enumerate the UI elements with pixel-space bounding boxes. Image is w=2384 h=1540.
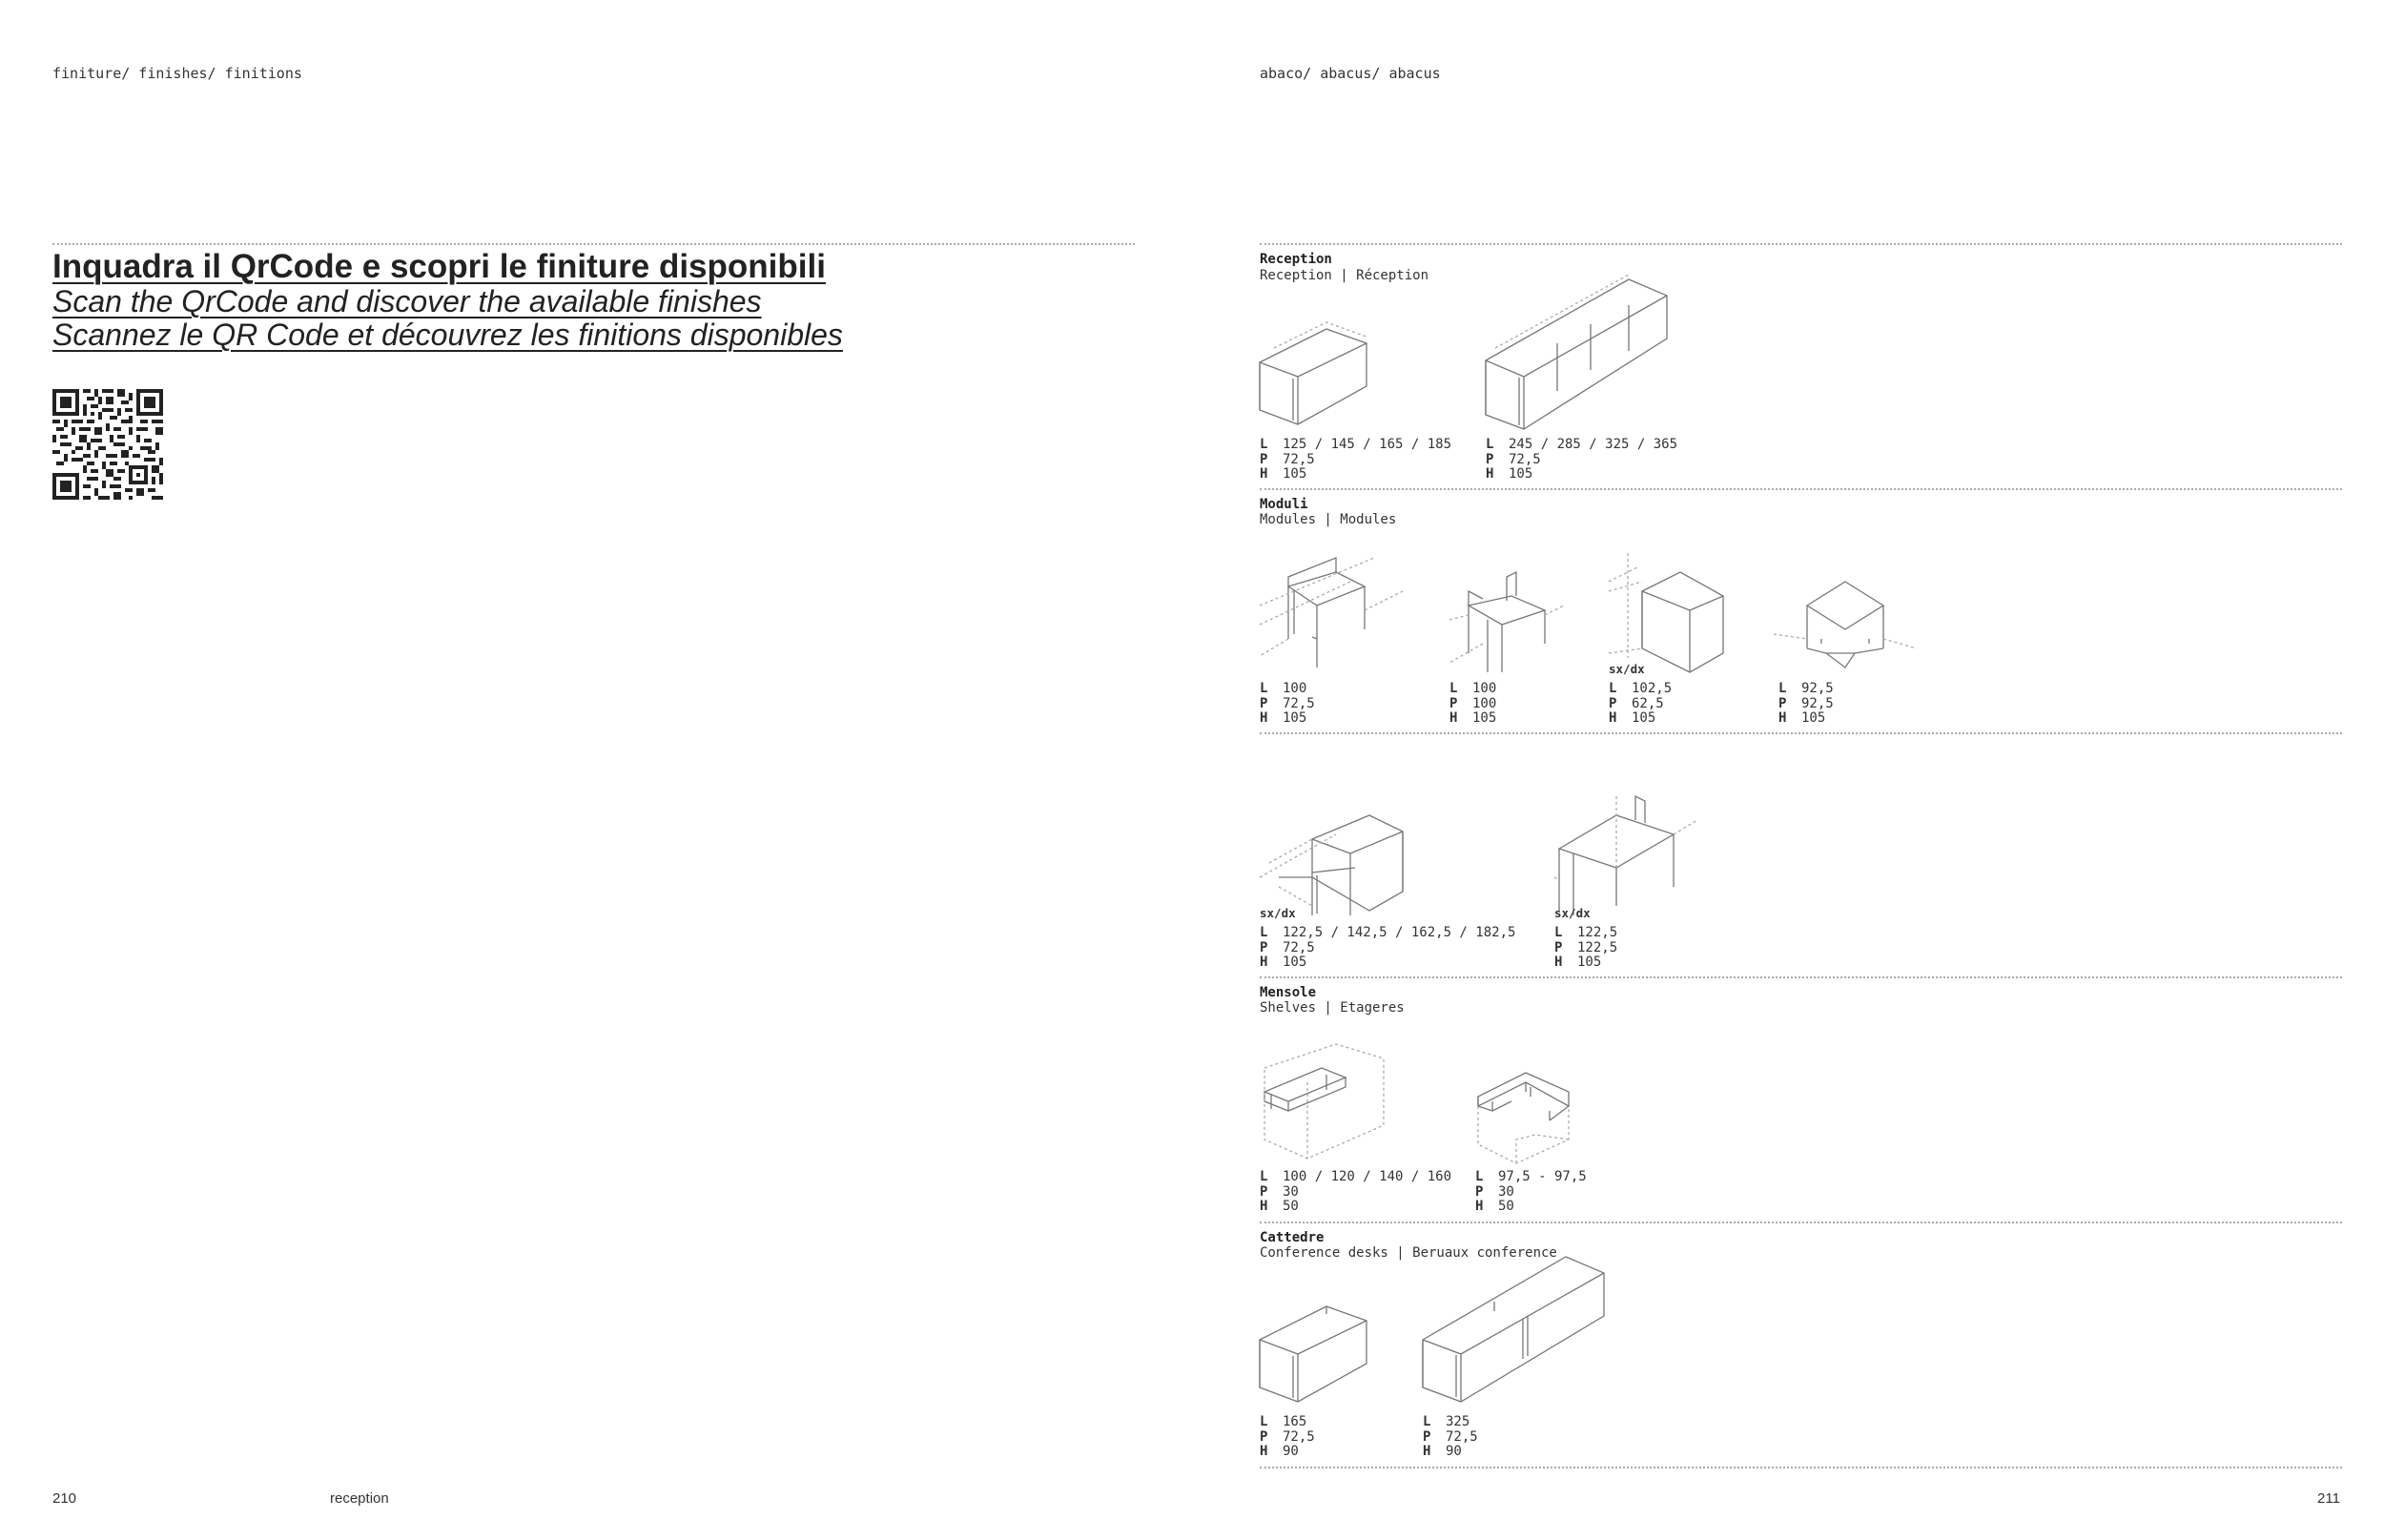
dim-height: 105: [1577, 955, 1602, 970]
dim-label: L: [1423, 1414, 1431, 1429]
running-header-left: finiture/ finishes/ finitions: [52, 65, 302, 82]
dim-label: L: [1260, 437, 1268, 452]
variant-tag: sx/dx: [1260, 906, 1296, 920]
dimensions-block: [1260, 1415, 1315, 1460]
divider: [1260, 1222, 2342, 1223]
dim-label: H: [1778, 710, 1787, 726]
dim-length: 165: [1283, 1414, 1307, 1429]
dim-label: H: [1609, 710, 1617, 726]
dim-label: P: [1423, 1428, 1431, 1445]
dim-label: L: [1486, 437, 1494, 452]
module-drawing-6: [1554, 796, 1697, 915]
dim-depth: 72,5: [1446, 1428, 1478, 1445]
divider: [1260, 488, 2342, 490]
dim-length: 97,5 - 97,5: [1498, 1169, 1587, 1184]
dim-label: P: [1260, 695, 1268, 711]
dim-label: L: [1260, 1414, 1268, 1429]
conference-desk-small-drawing: [1260, 1297, 1374, 1407]
divider: [1260, 243, 2342, 245]
dim-label: L: [1449, 681, 1458, 696]
title-italian: Inquadra il QrCode e scopri le finiture disponibili: [52, 248, 826, 285]
dim-length: 325: [1446, 1414, 1470, 1429]
dim-height: 90: [1283, 1444, 1299, 1459]
dim-depth: 100: [1472, 695, 1497, 711]
dim-label: P: [1449, 695, 1458, 711]
dim-height: 50: [1283, 1199, 1299, 1214]
dim-depth: 122,5: [1577, 939, 1618, 955]
dim-label: P: [1486, 451, 1494, 467]
dim-label: P: [1475, 1183, 1484, 1200]
section-subtitle-reception: Reception | Réception: [1260, 268, 1429, 283]
section-title-mensole: Mensole: [1260, 985, 1317, 1000]
dim-length: 245 / 285 / 325 / 365: [1509, 437, 1678, 452]
dim-depth: 62,5: [1632, 695, 1664, 711]
dim-length: 100: [1283, 681, 1307, 696]
dim-depth: 72,5: [1283, 1428, 1315, 1445]
title-english: Scan the QrCode and discover the available finishes: [52, 284, 762, 318]
dim-label: H: [1260, 1444, 1268, 1459]
dim-height: 105: [1283, 466, 1307, 482]
reception-desk-small-drawing: [1260, 319, 1374, 434]
dim-depth: 72,5: [1283, 695, 1315, 711]
dim-label: H: [1449, 710, 1458, 726]
dimensions-block: [1260, 438, 1451, 483]
section-subtitle-mensole: Shelves | Etageres: [1260, 1000, 1405, 1016]
dim-length: 100: [1472, 681, 1497, 696]
dim-label: P: [1260, 1183, 1268, 1200]
dim-length: 102,5: [1632, 681, 1673, 696]
dim-label: H: [1260, 955, 1268, 970]
divider: [1260, 732, 2342, 734]
dim-label: P: [1260, 1428, 1268, 1445]
dimensions-block: [1554, 926, 1617, 971]
module-drawing-5: [1260, 811, 1417, 920]
dim-label: H: [1260, 1199, 1268, 1214]
dim-depth: 92,5: [1801, 695, 1834, 711]
dim-label: L: [1778, 681, 1787, 696]
dimensions-block: [1609, 682, 1672, 727]
dim-label: H: [1423, 1444, 1431, 1459]
dim-height: 105: [1283, 955, 1307, 970]
dim-label: L: [1260, 925, 1268, 940]
section-subtitle-moduli: Modules | Modules: [1260, 512, 1397, 527]
dim-height: 105: [1632, 710, 1656, 726]
dim-length: 125 / 145 / 165 / 185: [1283, 437, 1452, 452]
page-number-right: 211: [2317, 1490, 2340, 1507]
section-title-reception: Reception: [1260, 252, 1332, 267]
dimensions-block: [1260, 682, 1315, 727]
shelf-drawing-2: [1473, 1068, 1578, 1168]
dim-label: L: [1554, 925, 1563, 940]
title-french: Scannez le QR Code et découvrez les finitions disponibles: [52, 318, 843, 352]
shelf-drawing-1: [1260, 1044, 1388, 1163]
page-number-left: 210: [52, 1490, 77, 1507]
dim-label: P: [1260, 451, 1268, 467]
dim-label: H: [1486, 466, 1494, 482]
divider: [1260, 1467, 2342, 1468]
dim-length: 100 / 120 / 140 / 160: [1283, 1169, 1452, 1184]
dim-depth: 30: [1283, 1183, 1299, 1200]
dim-label: H: [1260, 466, 1268, 482]
dim-height: 105: [1801, 710, 1826, 726]
dim-depth: 72,5: [1509, 451, 1541, 467]
dim-label: H: [1260, 710, 1268, 726]
dim-label: P: [1609, 695, 1617, 711]
footer-section-name: reception: [330, 1490, 389, 1507]
dimensions-block: [1486, 438, 1677, 483]
dimensions-block: [1475, 1170, 1587, 1215]
dim-height: 105: [1472, 710, 1497, 726]
dimensions-block: [1778, 682, 1834, 727]
qr-code-icon[interactable]: [52, 389, 163, 500]
section-subtitle-cattedre: Conference desks | Beruaux conference: [1260, 1245, 1557, 1261]
dim-length: 122,5 / 142,5 / 162,5 / 182,5: [1283, 925, 1516, 940]
reception-desk-large-drawing: [1486, 277, 1676, 434]
dim-length: 92,5: [1801, 681, 1834, 696]
running-header-right: abaco/ abacus/ abacus: [1260, 65, 1441, 82]
section-title-cattedre: Cattedre: [1260, 1230, 1325, 1245]
dim-label: P: [1778, 695, 1787, 711]
divider: [52, 243, 1135, 245]
dim-height: 105: [1283, 710, 1307, 726]
dim-depth: 30: [1498, 1183, 1514, 1200]
module-drawing-4: [1774, 582, 1917, 677]
dim-label: H: [1554, 955, 1563, 970]
dim-depth: 72,5: [1283, 451, 1315, 467]
divider: [1260, 976, 2342, 978]
dim-label: H: [1475, 1199, 1484, 1214]
dim-length: 122,5: [1577, 925, 1618, 940]
dim-label: L: [1260, 1169, 1268, 1184]
module-drawing-3: [1609, 553, 1733, 663]
dim-label: L: [1609, 681, 1617, 696]
dim-label: P: [1554, 939, 1563, 955]
dim-height: 50: [1498, 1199, 1514, 1214]
module-drawing-1: [1260, 553, 1403, 672]
dimensions-block: [1260, 1170, 1451, 1215]
section-title-moduli: Moduli: [1260, 497, 1308, 512]
dimensions-block: [1449, 682, 1496, 727]
dim-label: L: [1260, 681, 1268, 696]
dimensions-block: [1260, 926, 1515, 971]
dim-label: P: [1260, 939, 1268, 955]
conference-desk-large-drawing: [1423, 1254, 1609, 1407]
dimensions-block: [1423, 1415, 1478, 1460]
variant-tag: sx/dx: [1609, 662, 1645, 676]
variant-tag: sx/dx: [1554, 906, 1591, 920]
dim-depth: 72,5: [1283, 939, 1315, 955]
module-drawing-2: [1449, 572, 1564, 677]
dim-height: 105: [1509, 466, 1533, 482]
dim-height: 90: [1446, 1444, 1462, 1459]
dim-label: L: [1475, 1169, 1484, 1184]
